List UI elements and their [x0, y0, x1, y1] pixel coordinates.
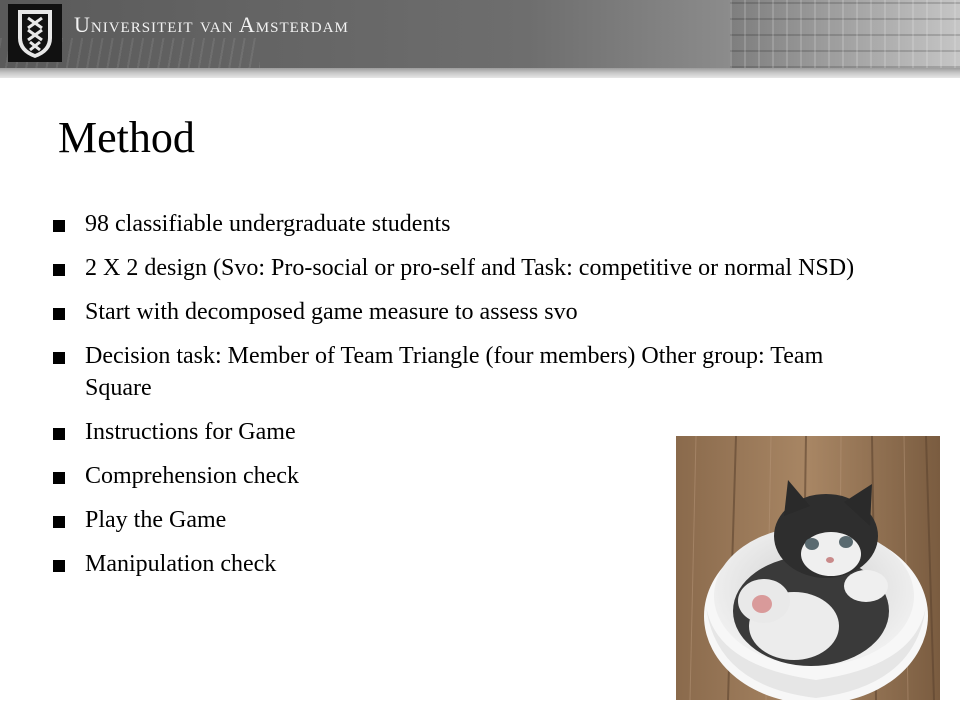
- square-bullet-icon: [53, 560, 65, 572]
- bullet-item: [50, 340, 920, 404]
- building-photo: [730, 0, 960, 68]
- header-banner: [0, 0, 960, 68]
- bullet-item: [50, 208, 920, 240]
- bullet-text: Play the Game: [85, 507, 227, 533]
- bullet-text: 2 X 2 design (Svo: Pro-social or pro-self and Task: competitive or normal NSD): [85, 255, 855, 281]
- bullet-text: Comprehension check: [85, 463, 299, 489]
- uva-crest-icon: [8, 4, 62, 62]
- square-bullet-icon: [53, 220, 65, 232]
- square-bullet-icon: [53, 428, 65, 440]
- square-bullet-icon: [53, 264, 65, 276]
- square-bullet-icon: [53, 516, 65, 528]
- bullet-text: 98 classifiable undergraduate students: [85, 211, 451, 237]
- header-stripe: [0, 68, 960, 78]
- bullet-item: [50, 252, 920, 284]
- bullet-text: Manipulation check: [85, 551, 277, 577]
- university-name: Universiteit van Amsterdam: [74, 12, 349, 37]
- slide-title: Method: [58, 113, 195, 162]
- bullet-item: [50, 296, 920, 328]
- bullet-text: Instructions for Game: [85, 419, 296, 445]
- bullet-text: Start with decomposed game measure to assess svo: [85, 299, 578, 325]
- bullet-text: Decision task: Member of Team Triangle (four members) Other group: Team Square: [85, 343, 824, 401]
- square-bullet-icon: [53, 308, 65, 320]
- square-bullet-icon: [53, 472, 65, 484]
- kitten-in-bowl-photo: [676, 436, 940, 700]
- square-bullet-icon: [53, 352, 65, 364]
